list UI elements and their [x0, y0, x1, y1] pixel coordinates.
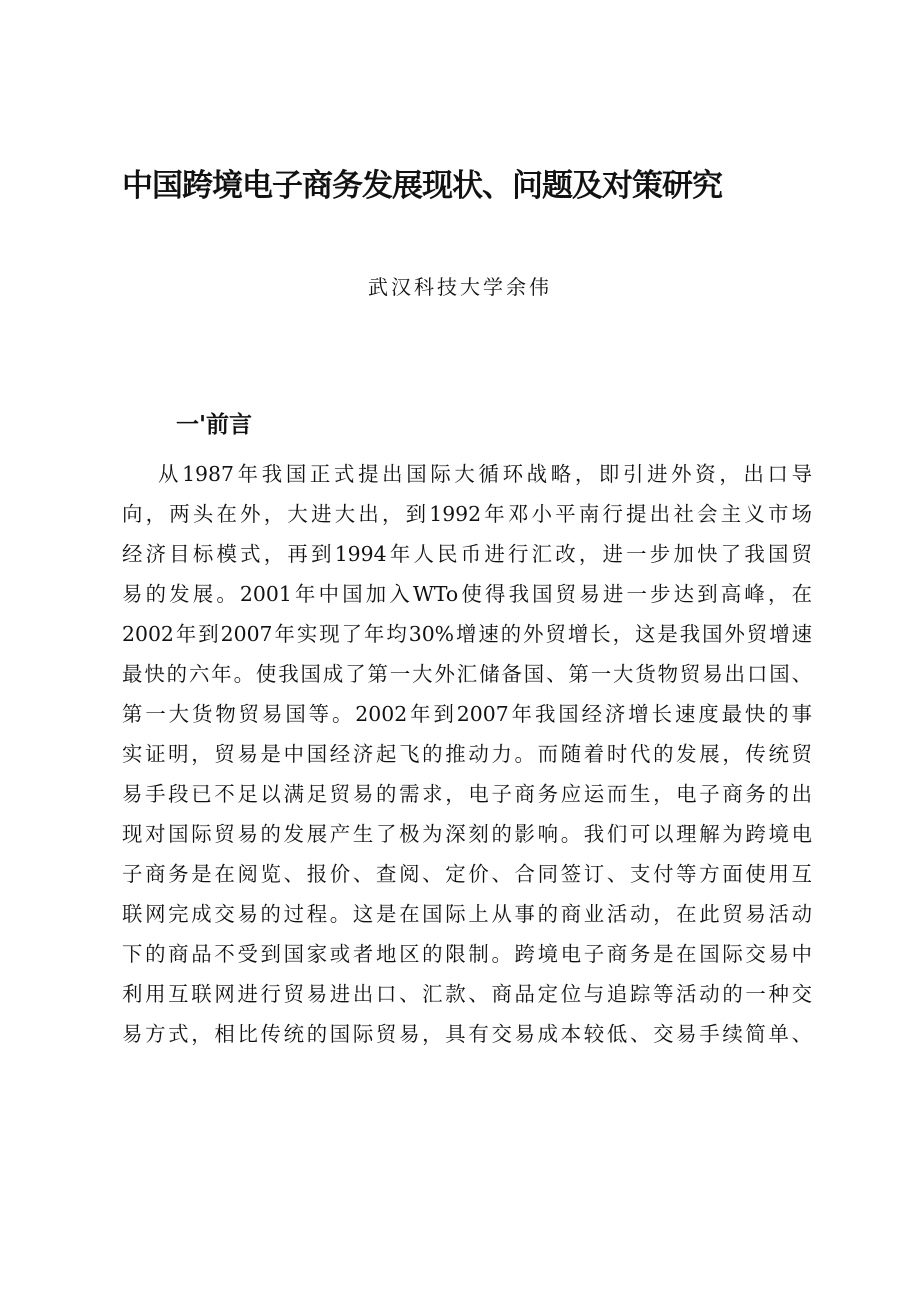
paragraph-line: 子商务是在阅览、报价、查阅、定价、合同签订、支付等方面使用互 [122, 862, 812, 886]
paragraph-line: 利用互联网进行贸易进出口、汇款、商品定位与追踪等活动的一种交 [122, 982, 812, 1006]
author-line: 武汉科技大学余伟 [368, 275, 552, 299]
paragraph-line: 易手段已不足以满足贸易的需求，电子商务应运而生，电子商务的出 [122, 782, 812, 806]
paragraph-line: 从1987年我国正式提出国际大循环战略，即引进外资，出口导 [158, 462, 812, 486]
document-title: 中国跨境电子商务发展现状、问题及对策研究 [122, 168, 722, 204]
section-heading: 一'前言 [176, 412, 253, 438]
paragraph-line: 经济目标模式，再到1994年人民币进行汇改，进一步加快了我国贸 [122, 542, 812, 566]
paragraph-line: 易方式，相比传统的国际贸易，具有交易成本较低、交易手续简单、 [122, 1022, 812, 1046]
paragraph-line: 最快的六年。使我国成了第一大外汇储备国、第一大货物贸易出口国、 [122, 662, 812, 686]
paragraph-line: 易的发展。2001年中国加入WTo使得我国贸易进一步达到高峰，在 [122, 582, 812, 606]
paragraph-line: 实证明，贸易是中国经济起飞的推动力。而随着时代的发展，传统贸 [122, 742, 812, 766]
paragraph-line: 向，两头在外，大进大出，到1992年邓小平南行提出社会主义市场 [122, 502, 812, 526]
paragraph-line: 现对国际贸易的发展产生了极为深刻的影响。我们可以理解为跨境电 [122, 822, 812, 846]
paragraph-line: 下的商品不受到国家或者地区的限制。跨境电子商务是在国际交易中 [122, 942, 812, 966]
body-paragraph [122, 454, 812, 1054]
paragraph-line: 2002年到2007年实现了年均30%增速的外贸增长，这是我国外贸增速 [122, 622, 812, 646]
paragraph-line: 联网完成交易的过程。这是在国际上从事的商业活动，在此贸易活动 [122, 902, 812, 926]
paragraph-line: 第一大货物贸易国等。2002年到2007年我国经济增长速度最快的事 [122, 702, 812, 726]
